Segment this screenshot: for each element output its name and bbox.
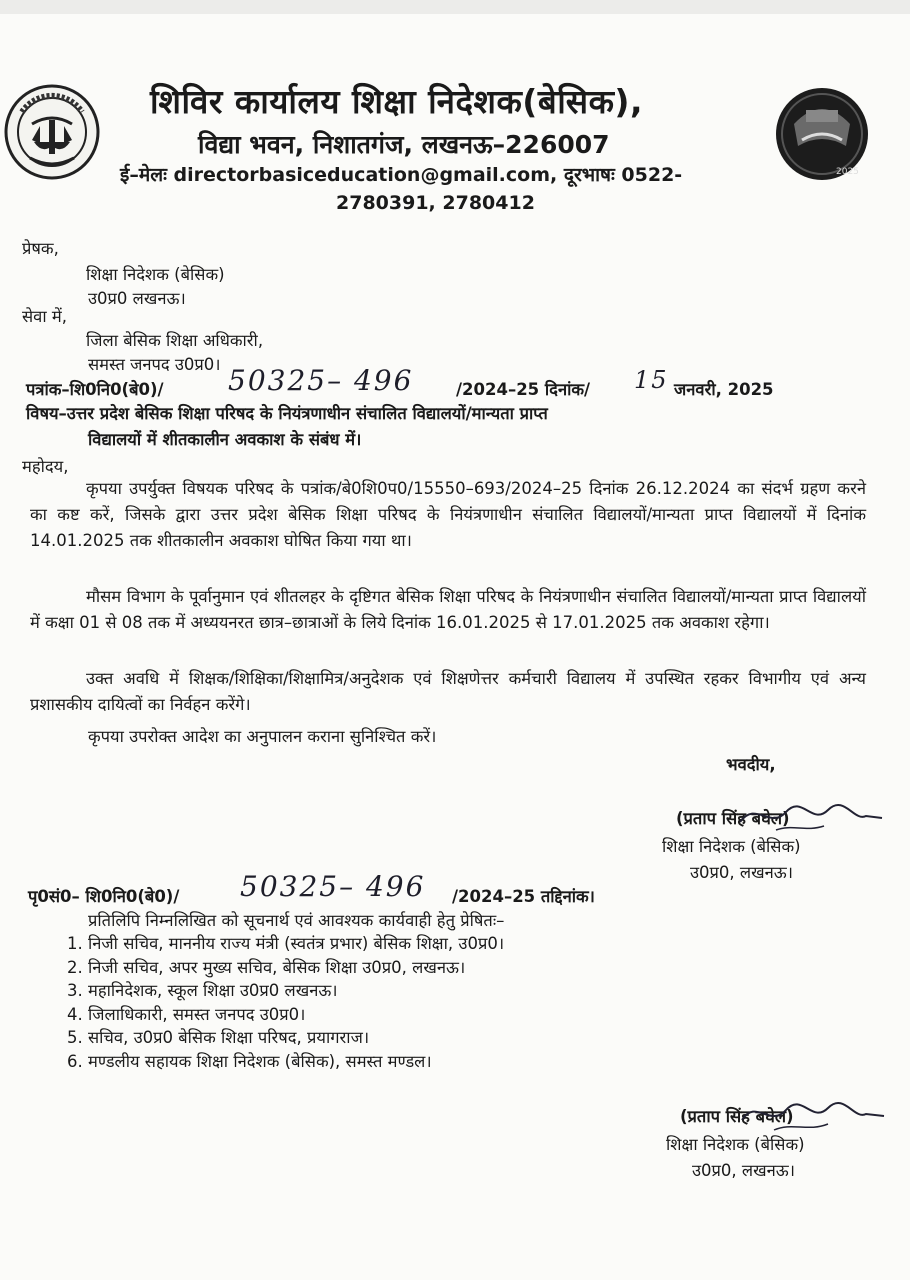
copy-list (60, 932, 708, 1073)
signature2-designation: शिक्षा निदेशक (बेसिक) (666, 1135, 805, 1154)
logo-year: 2025 (836, 167, 859, 177)
paragraph-1: कृपया उपर्युक्त विषयक परिषद के पत्रांक/बे0शि0प0/15550–693/2024–25 दिनांक 26.12.2024 का संदर्भ ग्रहण करने का कष्ट करें, जिसके द्वारा उत्तर प्रदेश बेसिक शिक्षा परिषद के नियंत्रणाधीन संचालित विद्यालयों/मान्यता प्राप्त विद्यालयों में दिनांक 14.01.2025 तक शीतकालीन अवकाश घोषित किया गया था। (30, 479, 866, 550)
signature-scribble-icon (736, 796, 886, 836)
list-item: 4. जिलाधिकारी, समस्त जनपद उ0प्र0। (88, 1003, 708, 1027)
sender-label: प्रेषक, (22, 239, 59, 258)
paragraph-3: उक्त अवधि में शिक्षक/शिक्षिका/शिक्षामित्र/अनुदेशक एवं शिक्षणेत्तर कर्मचारी विद्यालय में उपस्थित रहकर विभागीय एवं अन्य प्रशासकीय दायित्वों का निर्वहन करेंगे। (30, 669, 866, 714)
salutation: महोदय, (22, 457, 69, 476)
top-strip (0, 0, 910, 14)
list-item: 5. सचिव, उ0प्र0 बेसिक शिक्षा परिषद, प्रयागराज। (88, 1026, 708, 1050)
campaign-logo-icon (772, 84, 872, 184)
reference-day-handwritten: 15 (634, 366, 669, 394)
signature2-name: (प्रताप सिंह बघेल) (680, 1107, 794, 1126)
paragraph-2: मौसम विभाग के पूर्वानुमान एवं शीतलहर के दृष्टिगत बेसिक शिक्षा परिषद के नियंत्रणाधीन संचालित विद्यालयों/मान्यता प्राप्त विद्यालयों में कक्षा 01 से 08 तक में अध्ययनरत छात्र–छात्राओं के लिये दिनांक 16.01.2025 से 17.01.2025 तक अवकाश रहेगा। (30, 587, 866, 632)
contact-line-1: ई–मेलः directorbasiceducation@gmail.com, दूरभाषः 0522- (120, 164, 683, 186)
endorsement-prefix: पृ0सं0– शि0नि0(बे0)/ (28, 887, 180, 906)
reference-number-handwritten: 50325– 496 (228, 364, 414, 397)
office-address: विद्या भवन, निशातगंज, लखनऊ–226007 (198, 130, 610, 159)
reference-date: जनवरी, 2025 (674, 380, 774, 399)
sender-name: शिक्षा निदेशक (बेसिक) (86, 265, 225, 284)
signature2-place: उ0प्र0, लखनऊ। (692, 1161, 795, 1180)
up-government-emblem-icon (2, 82, 102, 182)
contact-line-2: 2780391, 2780412 (336, 192, 535, 214)
recipient-place: समस्त जनपद उ0प्र0। (88, 355, 221, 374)
signature-name: (प्रताप सिंह बघेल) (676, 809, 790, 828)
list-item: 6. मण्डलीय सहायक शिक्षा निदेशक (बेसिक), समस्त मण्डल। (88, 1050, 708, 1074)
paragraph-4: कृपया उपरोक्त आदेश का अनुपालन कराना सुनिश्चित करें। (88, 727, 437, 746)
reference-year: /2024–25 दिनांक/ (456, 380, 591, 399)
recipient-label: सेवा में, (22, 307, 67, 326)
office-title: शिविर कार्यालय शिक्षा निदेशक(बेसिक), (150, 82, 644, 121)
reference-prefix: पत्रांक–शि0नि0(बे0)/ (26, 380, 164, 399)
subject-line-2: विद्यालयों में शीतकालीन अवकाश के संबंध में। (88, 430, 362, 449)
signature-place: उ0प्र0, लखनऊ। (690, 863, 793, 882)
list-item: 1. निजी सचिव, माननीय राज्य मंत्री (स्वतंत्र प्रभार) बेसिक शिक्षा, उ0प्र0। (88, 932, 708, 956)
signature-designation: शिक्षा निदेशक (बेसिक) (662, 837, 801, 856)
list-item: 2. निजी सचिव, अपर मुख्य सचिव, बेसिक शिक्षा उ0प्र0, लखनऊ। (88, 956, 708, 980)
sender-place: उ0प्र0 लखनऊ। (88, 289, 186, 308)
subject-line-1: विषय–उत्तर प्रदेश बेसिक शिक्षा परिषद के नियंत्रणाधीन संचालित विद्यालयों/मान्यता प्राप्त (26, 404, 548, 423)
list-item: 3. महानिदेशक, स्कूल शिक्षा उ0प्र0 लखनऊ। (88, 979, 708, 1003)
endorsement-suffix: /2024–25 तद्दिनांक। (452, 887, 595, 906)
endorsement-intro: प्रतिलिपि निम्नलिखित को सूचनार्थ एवं आवश्यक कार्यवाही हेतु प्रेषितः– (88, 911, 505, 930)
signature2-scribble-icon (738, 1092, 888, 1136)
closing: भवदीय, (726, 755, 776, 774)
recipient-name: जिला बेसिक शिक्षा अधिकारी, (86, 331, 264, 350)
endorsement-number-handwritten: 50325– 496 (240, 870, 426, 903)
